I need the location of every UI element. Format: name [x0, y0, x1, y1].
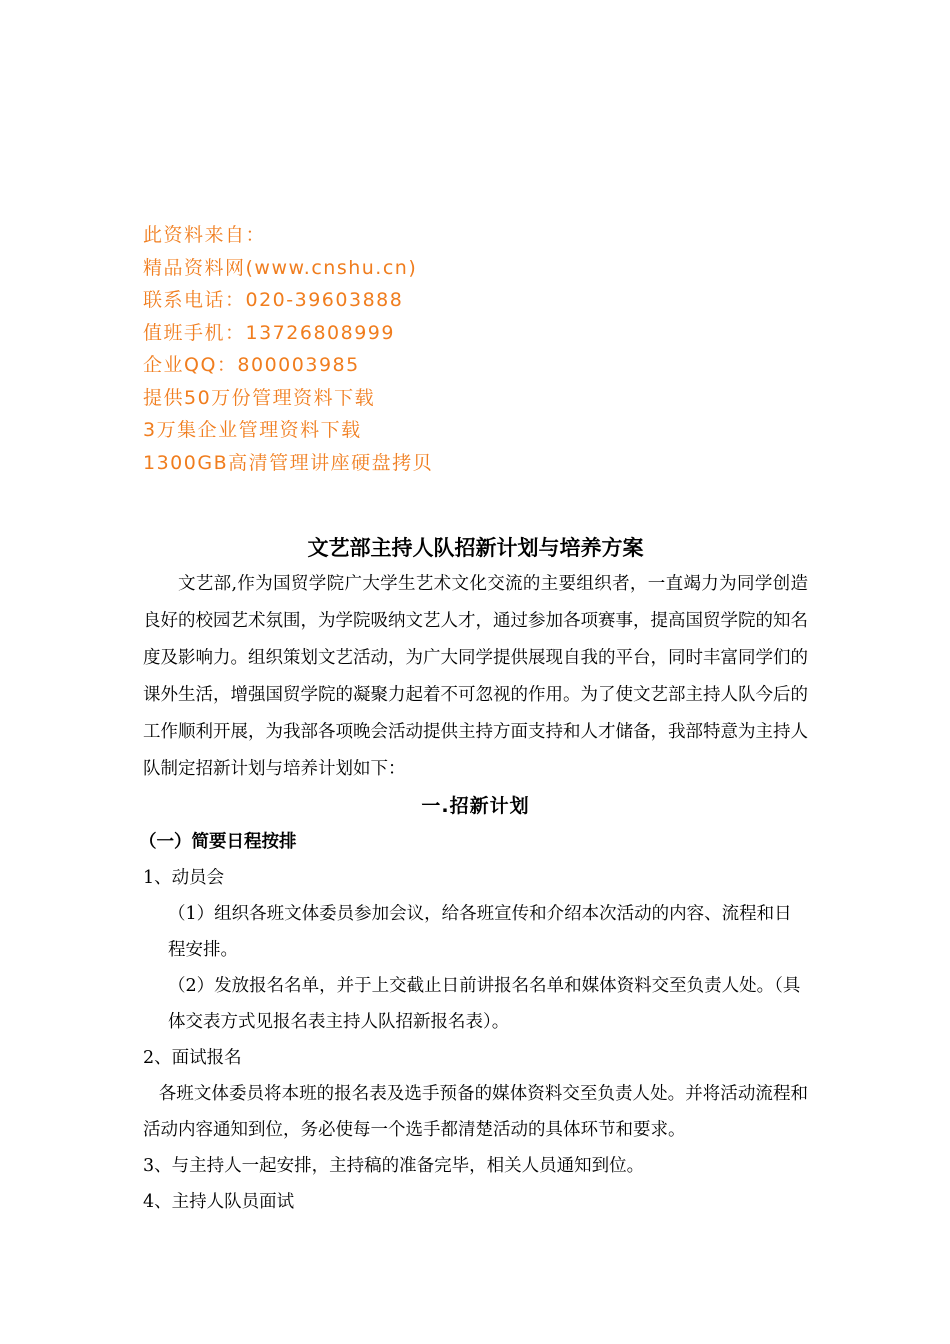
item-host-arrangement: 3、与主持人一起安排，主持稿的准备完毕，相关人员通知到位。: [143, 1156, 645, 1176]
ad-line-qq: 企业QQ：800003985: [143, 354, 360, 376]
section-recruitment-plan: 一.招新计划: [421, 795, 530, 817]
ad-line-offer-3: 1300GB高清管理讲座硬盘拷贝: [143, 451, 434, 474]
ad-line-offer-1: 提供50万份管理资料下载: [143, 386, 376, 409]
subsection-schedule: （一）简要日程按排: [139, 832, 297, 852]
item-mobilization-step-1: （1）组织各班文体委员参加会议，给各班宣传和介绍本次活动的内容、流程和日程安排。: [168, 904, 792, 960]
document-title: 文艺部主持人队招新计划与培养方案: [307, 536, 644, 560]
item-interview-registration: 2、面试报名: [143, 1048, 242, 1068]
intro-paragraph: 文艺部,作为国贸学院广大学生艺术文化交流的主要组织者，一直竭力为同学创造良好的校园艺术氛围，为学院吸纳文艺人才，通过参加各项赛事，提高国贸学院的知名度及影响力。组织策划文艺活动，为广大同学提供展现自我的平台，同时丰富同学们的课外生活，增强国贸学院的凝聚力起着不可忽视的作用。为了使文艺部主持人队今后的工作顺利开展，为我部各项晚会活动提供主持方面支持和人才储备，我部特意为主持人队制定招新计划与培养计划如下：: [143, 574, 808, 779]
ad-line-phone: 联系电话：020-39603888: [143, 289, 404, 311]
item-mobilization-step-2: （2）发放报名名单，并于上交截止日前讲报名名单和媒体资料交至负责人处。（具体交表方式见报名表主持人队招新报名表）。: [168, 976, 801, 1032]
ad-line-source: 此资料来自：: [143, 224, 267, 246]
ad-line-website: 精品资料网(www.cnshu.cn): [143, 256, 418, 279]
source-ad-block: [143, 219, 563, 479]
item-host-interview: 4、主持人队员面试: [143, 1192, 295, 1212]
item-interview-registration-body: 各班文体委员将本班的报名表及选手预备的媒体资料交至负责人处。并将活动流程和活动内容通知到位，务必使每一个选手都清楚活动的具体环节和要求。: [143, 1084, 808, 1140]
ad-line-mobile: 值班手机：13726808999: [143, 321, 395, 344]
ad-line-offer-2: 3万集企业管理资料下载: [143, 419, 362, 441]
document-body: [139, 530, 808, 1220]
item-mobilization-meeting: 1、动员会: [143, 868, 225, 888]
